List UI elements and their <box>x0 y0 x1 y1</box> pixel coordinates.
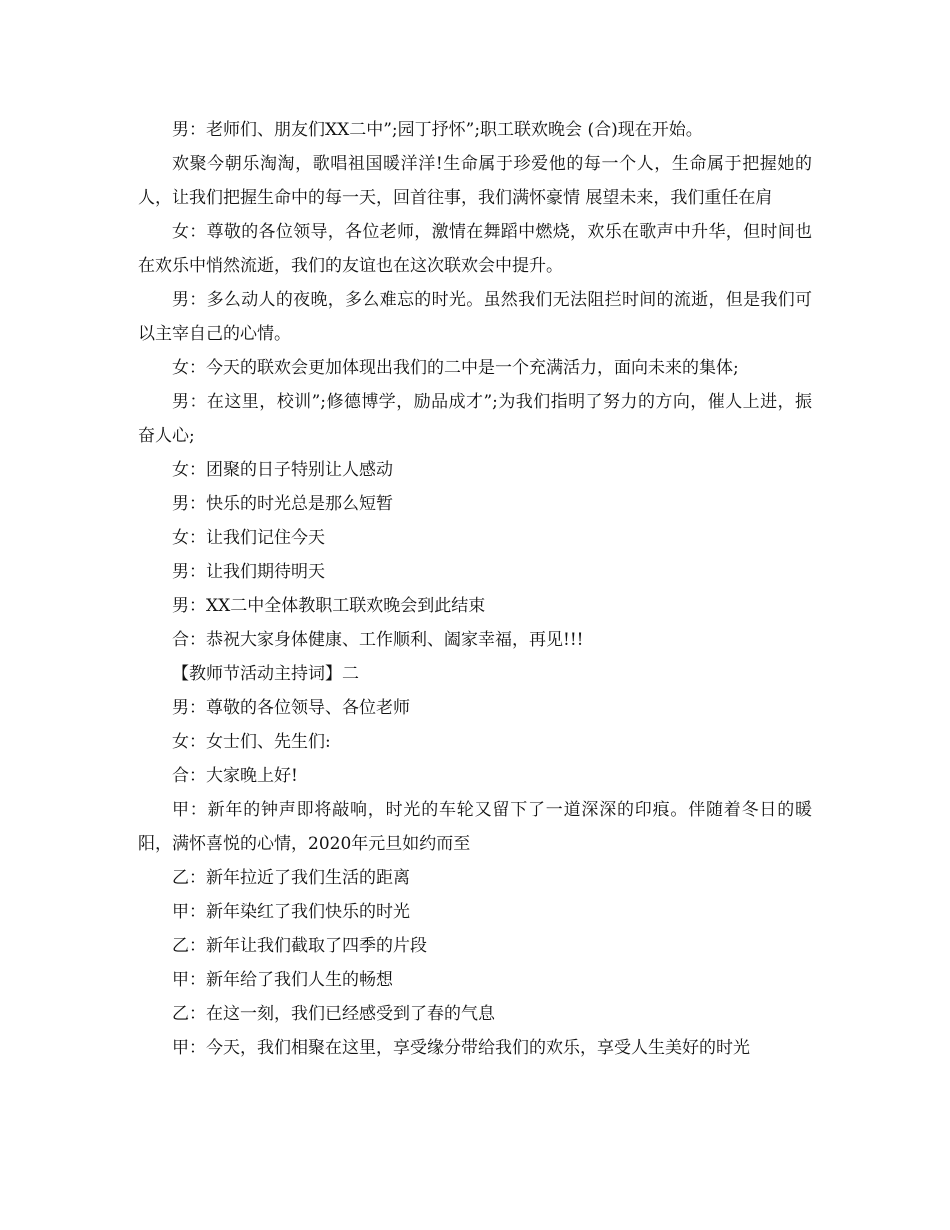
paragraph: 女：尊敬的各位领导，各位老师，激情在舞蹈中燃烧，欢乐在歌声中升华，但时间也在欢乐中悄然流逝，我们的友谊也在这次联欢会中提升。 <box>138 222 812 276</box>
paragraph: 合：大家晚上好! <box>172 766 298 786</box>
paragraph: 欢聚今朝乐淘淘，歌唱祖国暖洋洋!生命属于珍爱他的每一个人，生命属于把握她的人，让我们把握生命中的每一天，回首往事，我们满怀豪情 展望未来，我们重任在肩 <box>138 154 812 208</box>
paragraph: 男：XX二中全体教职工联欢晚会到此结束 <box>172 596 486 616</box>
paragraph: 乙：新年拉近了我们生活的距离 <box>172 868 410 888</box>
paragraph: 男：在这里，校训”;修德博学，励品成才”;为我们指明了努力的方向，催人上进，振奋人心; <box>138 392 812 446</box>
paragraph: 甲：新年的钟声即将敲响，时光的车轮又留下了一道深深的印痕。伴随着冬日的暖阳，满怀喜悦的心情，2020年元旦如约而至 <box>138 800 812 854</box>
paragraph: 女：女士们、先生们: <box>172 732 331 752</box>
paragraph: 甲：新年染红了我们快乐的时光 <box>172 902 410 922</box>
paragraph: 女：今天的联欢会更加体现出我们的二中是一个充满活力，面向未来的集体; <box>172 358 739 378</box>
paragraph: 合：恭祝大家身体健康、工作顺利、阖家幸福，再见!!! <box>172 630 584 650</box>
section-heading: 【教师节活动主持词】二 <box>172 664 359 684</box>
paragraph: 甲：新年给了我们人生的畅想 <box>172 970 393 990</box>
paragraph: 女：团聚的日子特别让人感动 <box>172 460 393 480</box>
paragraph: 乙：新年让我们截取了四季的片段 <box>172 936 427 956</box>
paragraph: 男：尊敬的各位领导、各位老师 <box>172 698 410 718</box>
paragraph: 甲：今天，我们相聚在这里，享受缘分带给我们的欢乐，享受人生美好的时光 <box>172 1038 750 1058</box>
paragraph: 男：让我们期待明天 <box>172 562 325 582</box>
paragraph: 男：快乐的时光总是那么短暂 <box>172 494 393 514</box>
paragraph: 男：老师们、朋友们XX二中”;园丁抒怀”;职工联欢晚会 (合)现在开始。 <box>172 120 703 140</box>
paragraph: 女：让我们记住今天 <box>172 528 325 548</box>
paragraph: 乙：在这一刻，我们已经感受到了春的气息 <box>172 1004 495 1024</box>
paragraph: 男：多么动人的夜晚，多么难忘的时光。虽然我们无法阻拦时间的流逝，但是我们可以主宰自己的心情。 <box>138 290 812 344</box>
document-body <box>138 113 812 1065</box>
